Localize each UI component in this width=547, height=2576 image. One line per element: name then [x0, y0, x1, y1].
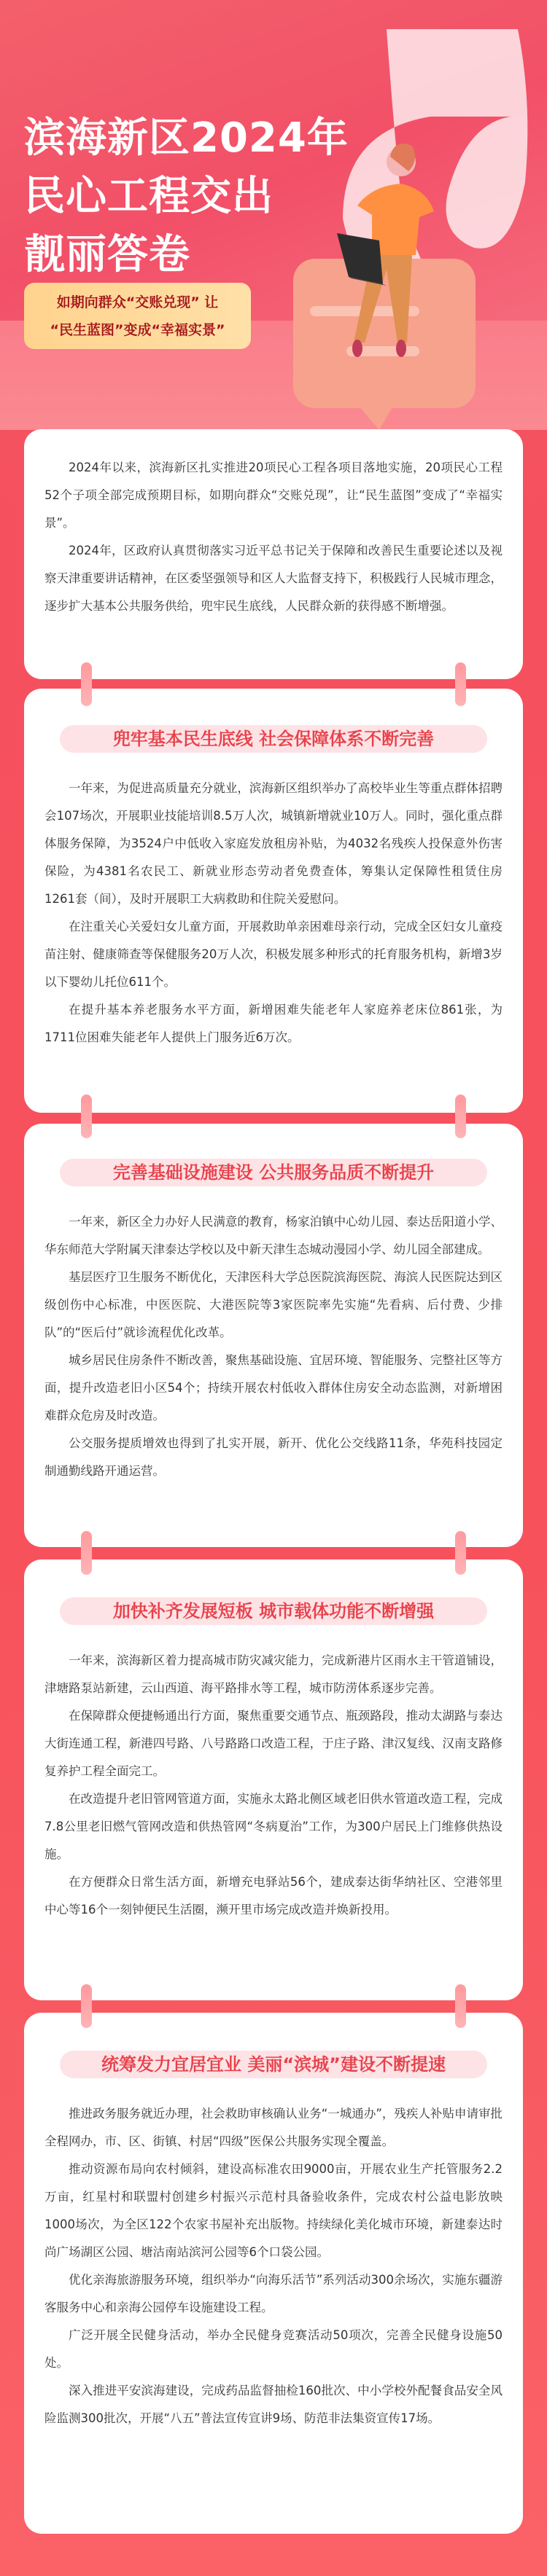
section-paragraph: 在注重关心关爱妇女儿童方面，开展救助单亲困难母亲行动，完成全区妇女儿童疫苗注射、健康筛查等保健服务20万人次，积极发展多种形式的托育服务机构，新增3岁以下婴幼儿托位611个。 [44, 920, 503, 989]
connector-peg [455, 1095, 466, 1138]
section-paragraph: 在改造提升老旧管网管道方面，实施永太路北侧区域老旧供水管道改造工程，完成7.8公里老旧燃气管网改造和供热管网“冬病夏治”工作，为300户居民上门维修供热设施。 [44, 1792, 503, 1861]
section-heading: 兜牢基本民生底线 社会保障体系不断完善 [60, 725, 487, 753]
section-paragraph: 广泛开展全民健身活动，举办全民健身竞赛活动50项次，完善全民健身设施50处。 [44, 2328, 503, 2370]
section-heading: 完善基础设施建设 公共服务品质不断提升 [60, 1159, 487, 1186]
connector-peg [455, 1531, 466, 1575]
section-paragraph: 一年来，滨海新区着力提高城市防灾减灾能力，完成新港片区雨水主干管道铺设，津塘路泵站新建，云山西道、海平路排水等工程，城市防涝体系逐步完善。 [44, 1653, 503, 1695]
section-paragraph: 在保障群众便捷畅通出行方面，聚焦重要交通节点、瓶颈路段，推动太湖路与泰达大街连通工程，新港四号路、八号路路口改造工程，于庄子路、津汉复线、汉南支路修复养护工程全面完工。 [44, 1709, 503, 1778]
section-paragraph: 深入推进平安滨海建设，完成药品监督抽检160批次、中小学校外配餐食品安全风险监测300批次，开展“八五”普法宣传宣讲9场、防范非法集资宣传17场。 [44, 2384, 503, 2425]
connector-peg [81, 662, 92, 706]
section-paragraph: 在提升基本养老服务水平方面，新增困难失能老年人家庭养老床位861张，为1711位困难失能老年人提供上门服务近6万次。 [44, 1003, 503, 1044]
intro-card [24, 429, 523, 679]
subtitle-line: 如期向群众“交账兑现” 让 [56, 294, 219, 310]
section-paragraph: 推动资源布局向农村倾斜，建设高标准农田9000亩，开展农业生产托管服务2.2万亩，红星村和联盟村创建乡村振兴示范村具备验收条件，完成农村公益电影放映1000场次，为全区122个农家书屋补充出版物。持续绿化美化城市环境，新建泰达时尚广场湖区公园、塘沽南站滨河公园等6个口袋公园。 [44, 2162, 503, 2259]
title-line: 民心工程交出 [24, 173, 274, 220]
section-paragraph: 推进政务服务就近办理，社会救助审核确认业务“一城通办”，残疾人补贴申请审批全程网办，市、区、街镇、村居“四级”医保公共服务实现全覆盖。 [44, 2107, 503, 2148]
subtitle-box [24, 283, 251, 349]
connector-peg [455, 1984, 466, 2028]
section-heading: 统筹发力宜居宜业 美丽“滨城”建设不断提速 [60, 2051, 487, 2078]
section-heading: 加快补齐发展短板 城市载体功能不断增强 [60, 1597, 487, 1625]
title-line: 靓丽答卷 [24, 231, 190, 278]
section-card-1 [24, 689, 523, 1113]
connector-peg [81, 1531, 92, 1575]
section-card-4 [24, 2013, 523, 2534]
connector-peg [81, 1984, 92, 2028]
section-card-2 [24, 1124, 523, 1547]
section-paragraph: 一年来，为促进高质量充分就业，滨海新区组织举办了高校毕业生等重点群体招聘会107场次，开展职业技能培训8.5万人次，城镇新增就业10万人。同时，强化重点群体服务保障，为3524户中低收入家庭发放租房补贴，为4032名残疾人投保意外伤害保险，为4381名农民工、新就业形态劳动者免费查体，筹集认定保障性租赁住房1261套（间），及时开展职工大病救助和住院关爱慰问。 [44, 781, 503, 906]
title-line: 滨海新区2024年 [24, 114, 349, 162]
subtitle-line: “民生蓝图”变成“幸福实景” [50, 322, 225, 338]
connector-peg [455, 662, 466, 706]
hero-banner [0, 0, 547, 430]
intro-paragraph: 2024年以来，滨海新区扎实推进20项民心工程各项目落地实施，20项民心工程52个子项全部完成预期目标，如期向群众“交账兑现”，让“民生蓝图”变成了“幸福实景”。 [44, 461, 503, 530]
section-paragraph: 一年来，新区全力办好人民满意的教育，杨家泊镇中心幼儿园、泰达岳阳道小学、华东师范大学附属天津泰达学校以及中新天津生态城动漫园小学、幼儿园全部建成。 [44, 1215, 503, 1256]
page-title [24, 109, 349, 284]
intro-paragraph: 2024年，区政府认真贯彻落实习近平总书记关于保障和改善民生重要论述以及视察天津重要讲话精神，在区委坚强领导和区人大监督支持下，积极践行人民城市理念，逐步扩大基本公共服务供给，兜牢民生底线，人民群众新的获得感不断增强。 [44, 544, 503, 613]
connector-peg [81, 1095, 92, 1138]
section-paragraph: 在方便群众日常生活方面，新增充电驿站56个，建成泰达街华纳社区、空港邻里中心等16个一刻钟便民生活圈，濒开里市场完成改造并焕新投用。 [44, 1875, 503, 1917]
section-paragraph: 城乡居民住房条件不断改善，聚焦基础设施、宜居环境、智能服务、完整社区等方面，提升改造老旧小区54个；持续开展农村低收入群体住房安全动态监测，对新增困难群众危房及时改造。 [44, 1353, 503, 1422]
section-paragraph: 基层医疗卫生服务不断优化，天津医科大学总医院滨海医院、海滨人民医院达到区级创伤中心标准，中医医院、大港医院等3家医院率先实施“先看病、后付费、少排队”的“医后付”就诊流程优化改革。 [44, 1270, 503, 1339]
section-card-3 [24, 1559, 523, 2000]
section-paragraph: 公交服务提质增效也得到了扎实开展，新开、优化公交线路11条，华苑科技园定制通勤线路开通运营。 [44, 1436, 503, 1478]
section-paragraph: 优化亲海旅游服务环境，组织举办“向海乐活节”系列活动300余场次，实施东疆游客服务中心和亲海公园停车设施建设工程。 [44, 2273, 503, 2314]
